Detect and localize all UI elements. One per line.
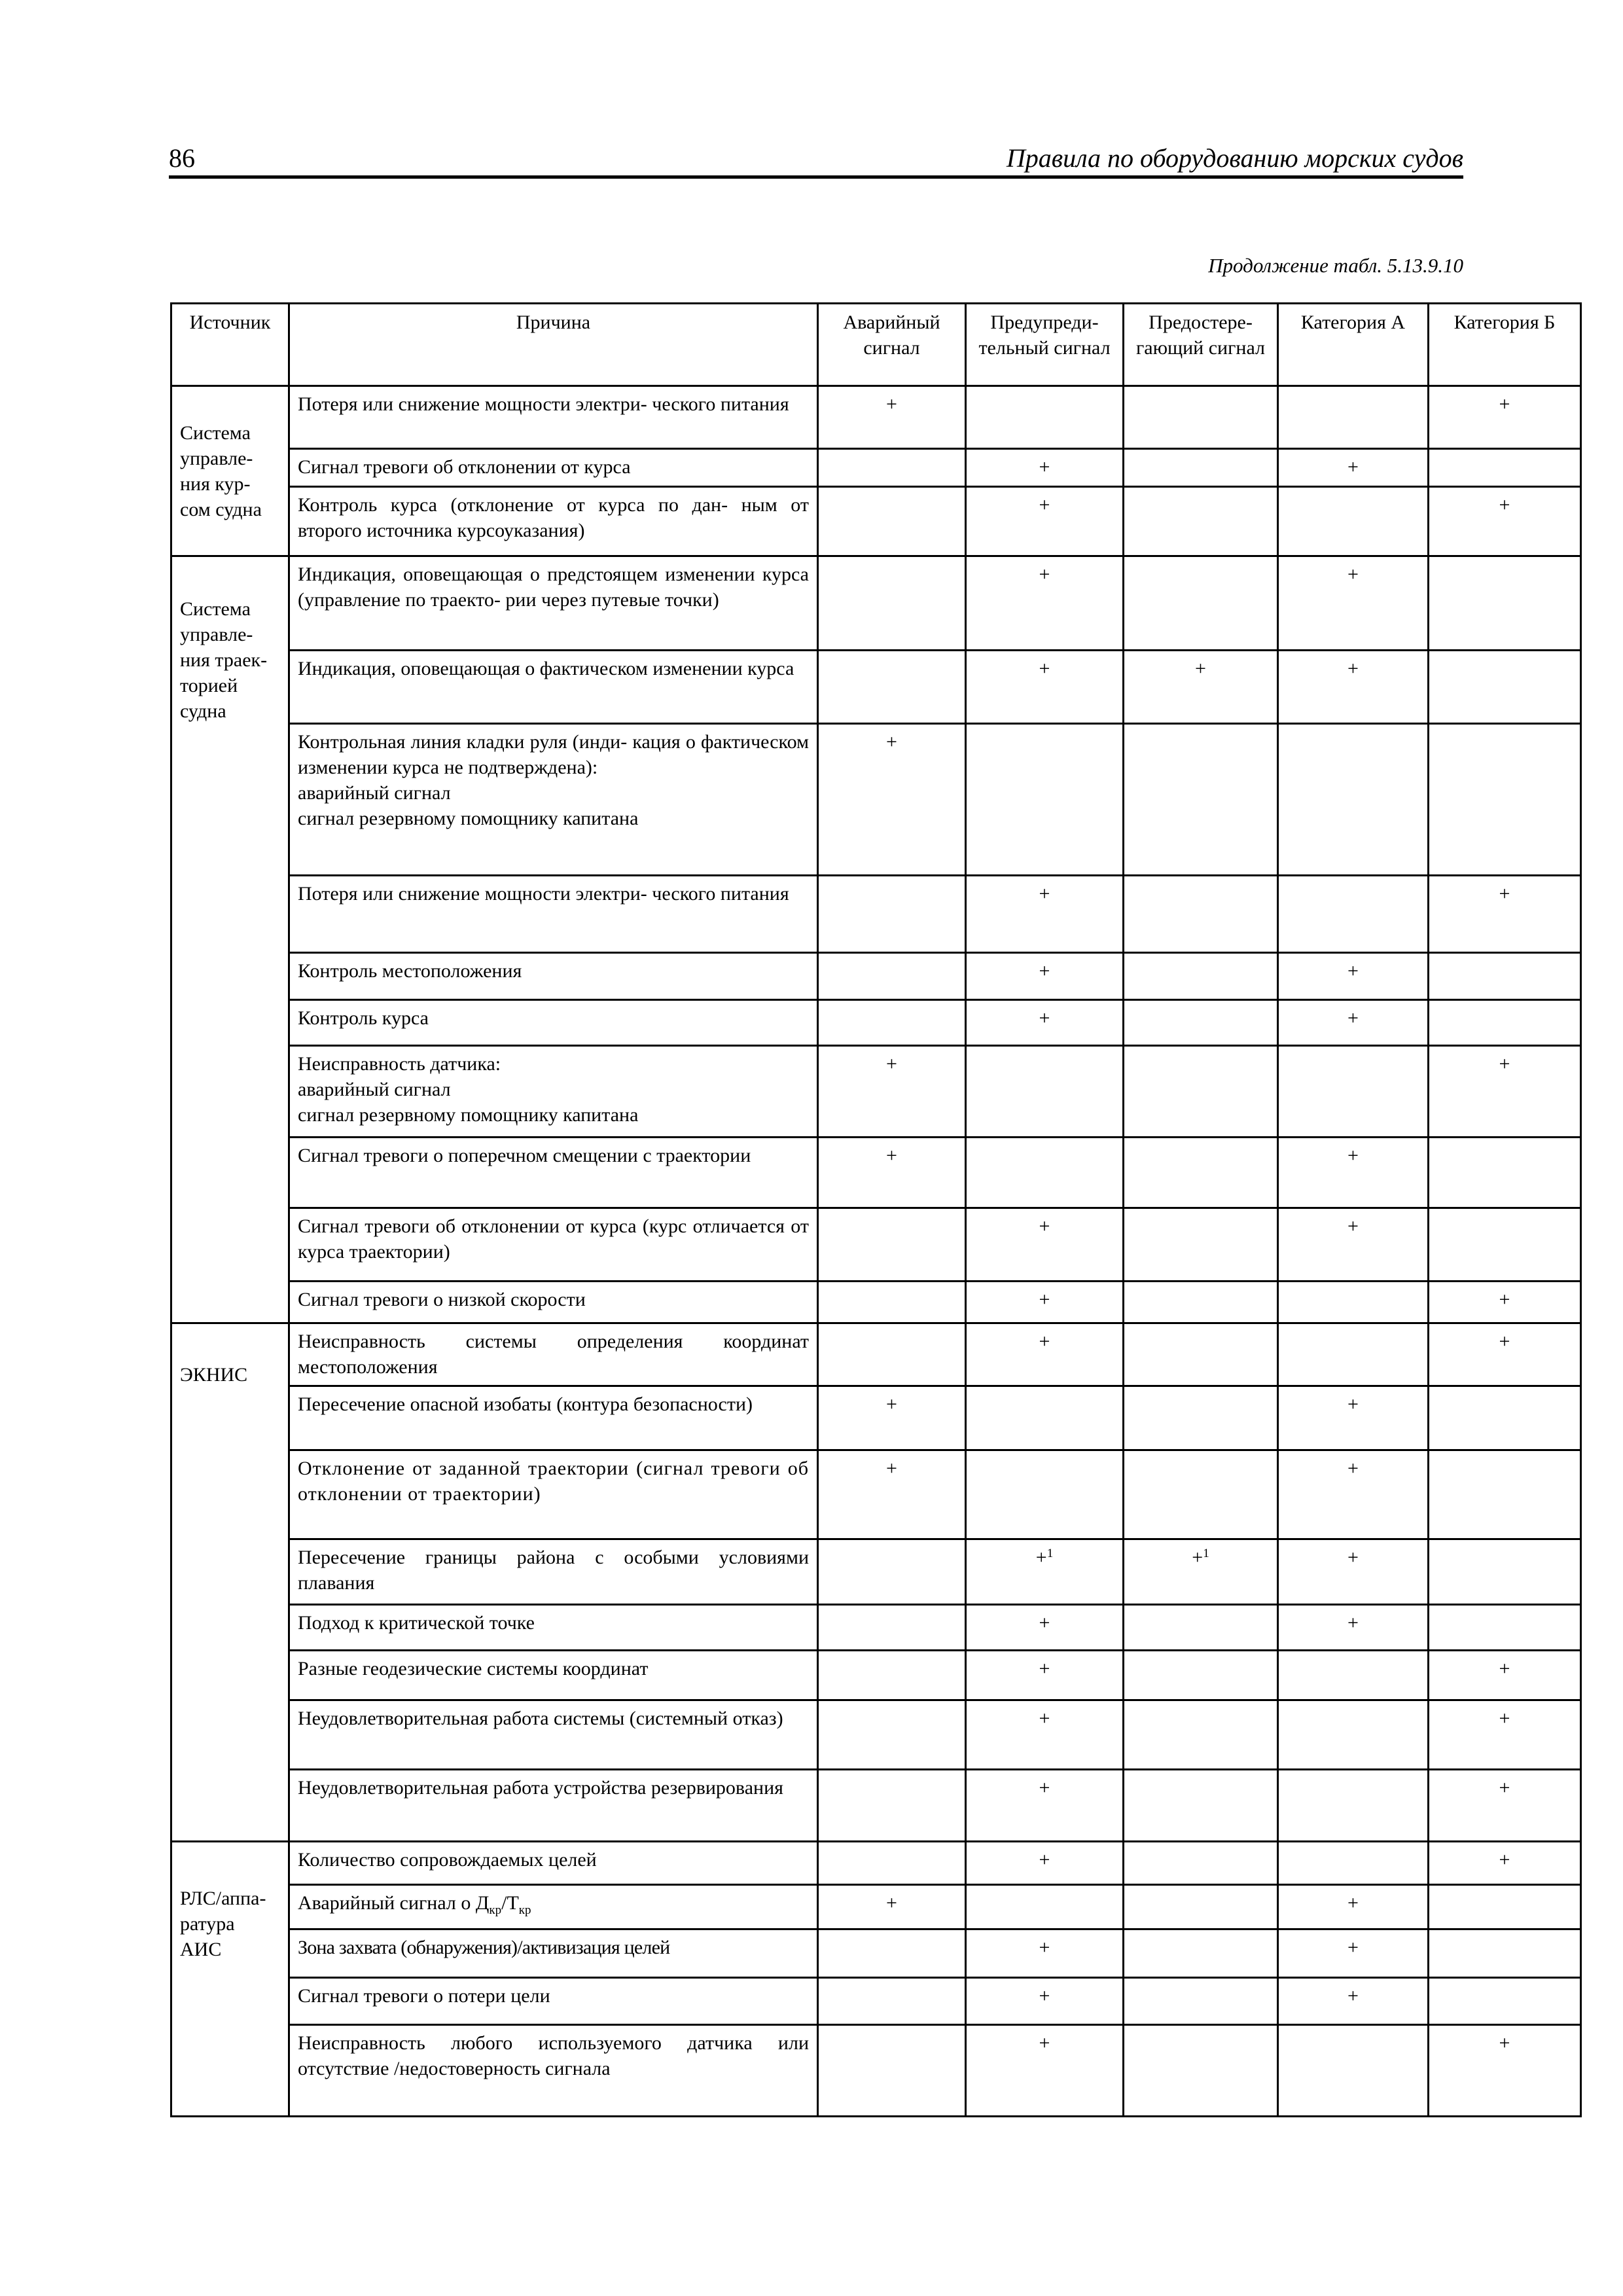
mark-cell — [1429, 1000, 1581, 1046]
mark-cell — [1124, 724, 1278, 876]
mark-cell — [818, 1842, 966, 1885]
mark-cell — [1124, 1323, 1278, 1386]
subscript: кр — [518, 1903, 531, 1917]
mark-cell — [818, 1323, 966, 1386]
cause-line: Контрольная линия кладки руля (инди- кация о фактическом изменении курса не подтверждена): — [298, 731, 809, 778]
mark-cell — [1124, 1282, 1278, 1323]
header-category-b: Категория Б — [1429, 304, 1581, 386]
cause-line: Неисправность датчика: — [298, 1053, 501, 1075]
table-header-row — [171, 304, 1581, 386]
mark-cell — [818, 1700, 966, 1770]
mark-cell — [1124, 1770, 1278, 1842]
mark-cell — [1278, 1700, 1429, 1770]
mark-cell: + — [966, 1978, 1124, 2025]
cause-cell: Неисправность системы определения координат местоположения — [289, 1323, 818, 1386]
header-source: Источник — [171, 304, 289, 386]
header-caution: Предостере- гающий сигнал — [1124, 304, 1278, 386]
table-row — [171, 1000, 1581, 1046]
mark-cell: + — [1429, 1323, 1581, 1386]
cause-cell: Контроль местоположения — [289, 953, 818, 1000]
mark-cell — [1124, 449, 1278, 487]
mark-cell — [1124, 1386, 1278, 1450]
cause-line: аварийный сигнал — [298, 782, 451, 804]
source-cell — [171, 1323, 289, 1842]
mark-cell — [818, 876, 966, 953]
cause-cell: Контроль курса — [289, 1000, 818, 1046]
mark-cell — [1278, 1282, 1429, 1323]
cause-line: сигнал резервному помощнику капитана — [298, 1104, 639, 1126]
cause-cell: Индикация, оповещающая о предстоящем изменении курса (управление по траекто- рии через путевые точки) — [289, 556, 818, 651]
table-row — [171, 449, 1581, 487]
mark-cell — [818, 1605, 966, 1651]
mark-cell — [818, 1929, 966, 1978]
table-row — [171, 1386, 1581, 1450]
cause-cell: Отклонение от заданной траектории (сигнал тревоги об отклонении от траектории) — [289, 1450, 818, 1539]
mark-cell — [1124, 556, 1278, 651]
mark-cell: + — [966, 2025, 1124, 2117]
mark-cell — [1124, 1651, 1278, 1700]
mark-cell — [1124, 1138, 1278, 1208]
mark-cell — [1429, 1539, 1581, 1605]
table-continuation-caption: Продолжение табл. 5.13.9.10 — [1208, 254, 1463, 277]
cause-cell: Потеря или снижение мощности электри- ческого питания — [289, 876, 818, 953]
header-alarm: Аварийный сигнал — [818, 304, 966, 386]
cause-cell: Неудовлетворительная работа системы (системный отказ) — [289, 1700, 818, 1770]
mark-cell — [1429, 1450, 1581, 1539]
mark-cell — [818, 1770, 966, 1842]
mark-cell — [818, 1651, 966, 1700]
mark-cell — [1278, 1323, 1429, 1386]
table-row — [171, 1138, 1581, 1208]
mark-cell: + — [1278, 449, 1429, 487]
mark-cell — [1429, 724, 1581, 876]
header-category-a: Категория А — [1278, 304, 1429, 386]
table-row — [171, 2025, 1581, 2117]
source-label: РЛС/аппа- ратура АИС — [180, 1888, 266, 1960]
alarms-table — [170, 302, 1582, 2117]
mark-value: + — [1192, 1547, 1204, 1568]
mark-cell — [966, 1885, 1124, 1929]
mark-cell — [1278, 1046, 1429, 1138]
mark-cell: + — [1429, 1282, 1581, 1323]
mark-cell — [818, 449, 966, 487]
mark-cell — [1278, 1770, 1429, 1842]
mark-cell: + — [966, 1605, 1124, 1651]
mark-cell: + — [1278, 1605, 1429, 1651]
mark-cell — [966, 386, 1124, 449]
mark-cell — [818, 2025, 966, 2117]
mark-cell: + — [1429, 1842, 1581, 1885]
mark-cell — [1429, 556, 1581, 651]
mark-cell: + — [818, 386, 966, 449]
mark-cell — [1124, 1539, 1278, 1605]
cause-cell: Сигнал тревоги о низкой скорости — [289, 1282, 818, 1323]
mark-cell — [1429, 1929, 1581, 1978]
mark-cell — [1429, 449, 1581, 487]
table-row — [171, 1842, 1581, 1885]
mark-cell: + — [1278, 1885, 1429, 1929]
table-row — [171, 1885, 1581, 1929]
table-row — [171, 1605, 1581, 1651]
mark-cell: + — [1124, 651, 1278, 724]
table-row — [171, 1770, 1581, 1842]
table-row — [171, 487, 1581, 556]
mark-cell — [1429, 651, 1581, 724]
source-cell — [171, 1842, 289, 2117]
cause-cell: Сигнал тревоги об отклонении от курса — [289, 449, 818, 487]
cause-cell: Сигнал тревоги о поперечном смещении с траектории — [289, 1138, 818, 1208]
cause-cell: Пересечение границы района с особыми условиями плавания — [289, 1539, 818, 1605]
mark-cell — [966, 1046, 1124, 1138]
mark-cell: + — [966, 1282, 1124, 1323]
mark-cell: + — [1278, 1208, 1429, 1282]
mark-cell: + — [1278, 1978, 1429, 2025]
mark-cell — [966, 724, 1124, 876]
mark-cell — [1429, 1885, 1581, 1929]
mark-cell: + — [818, 724, 966, 876]
mark-cell: + — [1278, 651, 1429, 724]
mark-cell: + — [966, 487, 1124, 556]
table-row — [171, 1323, 1581, 1386]
subscript: кр — [489, 1903, 502, 1917]
header-rule — [169, 175, 1463, 179]
header-warning: Предупреди- тельный сигнал — [966, 304, 1124, 386]
mark-cell — [1429, 1605, 1581, 1651]
mark-cell: + — [966, 1000, 1124, 1046]
mark-cell: + — [1429, 1046, 1581, 1138]
cause-cell: Сигнал тревоги об отклонении от курса (курс отличается от курса траектории) — [289, 1208, 818, 1282]
mark-cell: + — [1429, 2025, 1581, 2117]
mark-cell — [1429, 1978, 1581, 2025]
cause-cell — [289, 724, 818, 876]
mark-cell — [1124, 1929, 1278, 1978]
mark-cell — [1429, 953, 1581, 1000]
mark-cell: + — [966, 449, 1124, 487]
mark-cell — [818, 487, 966, 556]
table-row — [171, 556, 1581, 651]
mark-cell: + — [966, 876, 1124, 953]
table-row — [171, 1929, 1581, 1978]
mark-cell — [1429, 1138, 1581, 1208]
header-cause: Причина — [289, 304, 818, 386]
mark-cell: + — [1278, 1450, 1429, 1539]
mark-cell — [1278, 2025, 1429, 2117]
mark-cell — [1124, 1450, 1278, 1539]
cause-cell: Подход к критической точке — [289, 1605, 818, 1651]
table-row — [171, 1700, 1581, 1770]
table-row — [171, 1539, 1581, 1605]
cause-cell — [289, 1885, 818, 1929]
mark-cell — [1124, 1000, 1278, 1046]
source-label: Система управле- ния траек- торией судна — [180, 598, 268, 722]
mark-cell — [1124, 876, 1278, 953]
mark-cell — [1124, 1208, 1278, 1282]
table-row — [171, 1450, 1581, 1539]
mark-cell — [1124, 2025, 1278, 2117]
table-row — [171, 1978, 1581, 2025]
mark-cell: + — [818, 1885, 966, 1929]
cause-cell: Потеря или снижение мощности электри- ческого питания — [289, 386, 818, 449]
cause-cell: Контроль курса (отклонение от курса по дан- ным от второго источника курсоуказания) — [289, 487, 818, 556]
mark-cell — [1429, 1208, 1581, 1282]
mark-cell — [1278, 1651, 1429, 1700]
footnote-mark: 1 — [1203, 1547, 1209, 1560]
mark-value: + — [1035, 1547, 1047, 1568]
mark-cell — [818, 1978, 966, 2025]
mark-cell: + — [966, 1700, 1124, 1770]
mark-cell — [818, 1282, 966, 1323]
table-row — [171, 1208, 1581, 1282]
cause-cell: Сигнал тревоги о потери цели — [289, 1978, 818, 2025]
mark-cell: + — [966, 1929, 1124, 1978]
mark-cell — [1278, 487, 1429, 556]
mark-cell: + — [1429, 386, 1581, 449]
mark-cell — [818, 556, 966, 651]
mark-cell: + — [818, 1386, 966, 1450]
mark-cell: + — [1278, 1138, 1429, 1208]
mark-cell — [966, 1450, 1124, 1539]
mark-cell — [1278, 386, 1429, 449]
page-number: 86 — [169, 143, 195, 173]
mark-cell — [1124, 1842, 1278, 1885]
mark-cell — [1124, 1605, 1278, 1651]
mark-cell: + — [966, 1323, 1124, 1386]
mark-cell — [1124, 487, 1278, 556]
mark-cell: + — [966, 1651, 1124, 1700]
mark-cell: + — [1429, 487, 1581, 556]
mark-cell — [818, 1000, 966, 1046]
cause-cell: Разные геодезические системы координат — [289, 1651, 818, 1700]
mark-cell — [1124, 1885, 1278, 1929]
mark-cell: + — [966, 953, 1124, 1000]
cause-cell: Зона захвата (обнаружения)/активизация целей — [289, 1929, 818, 1978]
mark-cell — [966, 1539, 1124, 1605]
mark-cell: + — [966, 556, 1124, 651]
mark-cell — [1124, 1046, 1278, 1138]
mark-cell: + — [966, 651, 1124, 724]
cause-text: /Т — [501, 1892, 519, 1914]
table-row — [171, 724, 1581, 876]
mark-cell — [1278, 876, 1429, 953]
mark-cell — [966, 1138, 1124, 1208]
mark-cell: + — [1278, 556, 1429, 651]
mark-cell — [1278, 1842, 1429, 1885]
cause-cell: Пересечение опасной изобаты (контура безопасности) — [289, 1386, 818, 1450]
mark-cell: + — [1429, 1770, 1581, 1842]
table-row — [171, 1282, 1581, 1323]
table-row — [171, 1046, 1581, 1138]
mark-cell: + — [818, 1450, 966, 1539]
mark-cell: + — [1278, 953, 1429, 1000]
cause-cell: Количество сопровождаемых целей — [289, 1842, 818, 1885]
cause-cell: Индикация, оповещающая о фактическом изменении курса — [289, 651, 818, 724]
mark-cell: + — [1278, 1386, 1429, 1450]
mark-cell: + — [966, 1770, 1124, 1842]
source-cell — [171, 556, 289, 1323]
footnote-mark: 1 — [1046, 1547, 1054, 1560]
mark-cell — [1124, 1700, 1278, 1770]
cause-line: сигнал резервному помощнику капитана — [298, 808, 639, 829]
mark-cell: + — [1278, 1929, 1429, 1978]
mark-cell: + — [818, 1046, 966, 1138]
cause-text: Аварийный сигнал о Д — [298, 1892, 490, 1914]
mark-cell: + — [966, 1208, 1124, 1282]
mark-cell — [818, 1208, 966, 1282]
cause-cell: Неудовлетворительная работа устройства резервирования — [289, 1770, 818, 1842]
source-cell — [171, 386, 289, 556]
mark-cell: + — [1278, 1539, 1429, 1605]
table-row — [171, 1651, 1581, 1700]
mark-cell — [1429, 1386, 1581, 1450]
mark-cell — [1124, 1978, 1278, 2025]
mark-cell: + — [1429, 1651, 1581, 1700]
table-row — [171, 953, 1581, 1000]
mark-cell: + — [1278, 1000, 1429, 1046]
cause-line: аварийный сигнал — [298, 1079, 451, 1100]
table-row — [171, 876, 1581, 953]
source-label: Система управле- ния кур- сом судна — [180, 422, 262, 520]
mark-cell — [1124, 386, 1278, 449]
cause-cell: Неисправность любого используемого датчика или отсутствие /недостоверность сигнала — [289, 2025, 818, 2117]
mark-cell: + — [1429, 1700, 1581, 1770]
mark-cell: + — [966, 1842, 1124, 1885]
mark-cell — [818, 953, 966, 1000]
source-label: ЭКНИС — [180, 1364, 248, 1386]
running-title: Правила по оборудованию морских судов — [1006, 143, 1463, 173]
mark-cell — [818, 651, 966, 724]
mark-cell — [818, 1539, 966, 1605]
mark-cell: + — [818, 1138, 966, 1208]
mark-cell — [966, 1386, 1124, 1450]
mark-cell — [1278, 724, 1429, 876]
mark-cell — [1124, 953, 1278, 1000]
mark-cell: + — [1429, 876, 1581, 953]
cause-cell — [289, 1046, 818, 1138]
table-row — [171, 386, 1581, 449]
table-row — [171, 651, 1581, 724]
